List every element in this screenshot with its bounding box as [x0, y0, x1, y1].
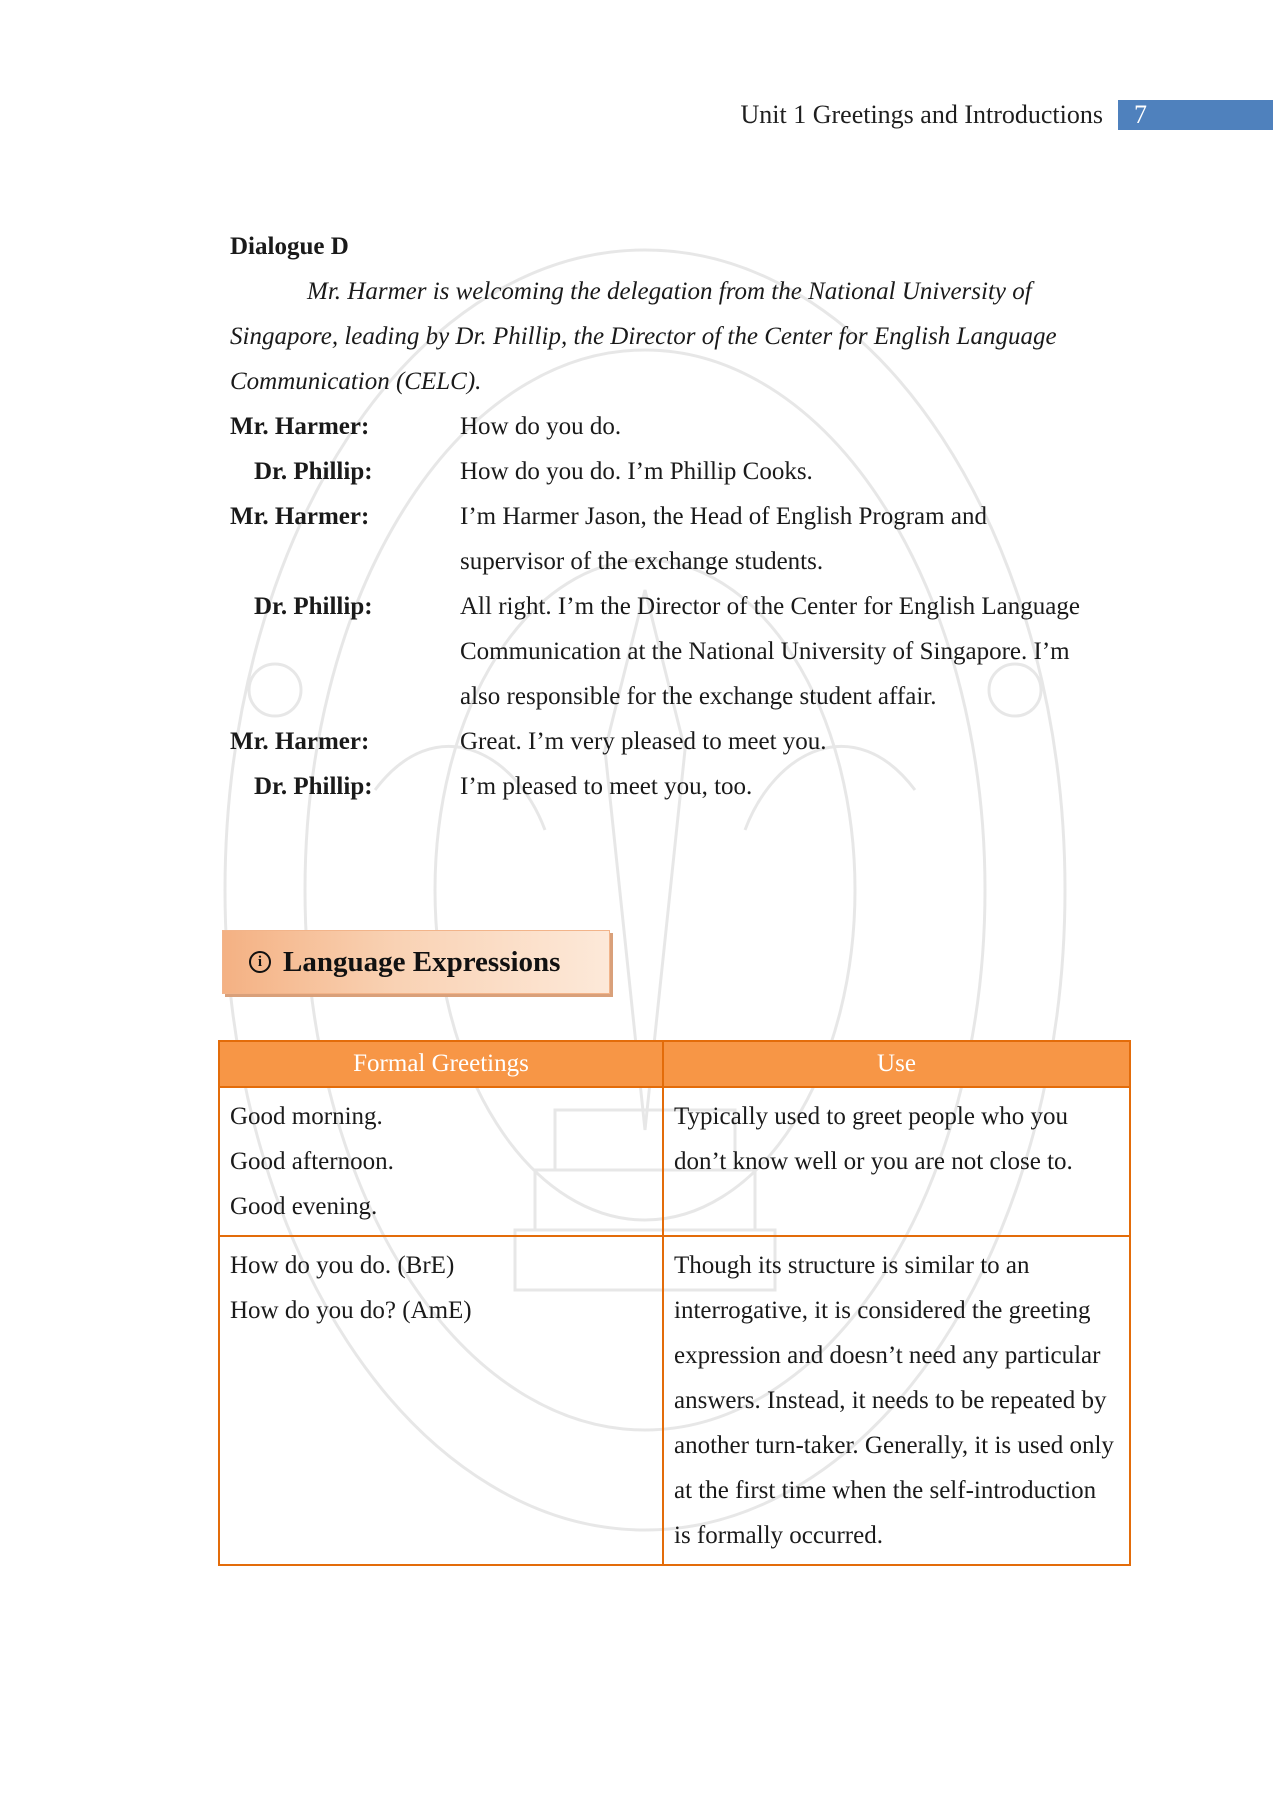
speaker-line: I’m Harmer Jason, the Head of English Program and supervisor of the exchange students.	[460, 503, 987, 575]
speaker-label: Dr. Phillip:	[254, 593, 373, 620]
table-row	[219, 1087, 1130, 1236]
speaker-line: Great. I’m very pleased to meet you.	[460, 728, 827, 755]
dialogue-turn	[230, 584, 1130, 719]
info-circle-icon: i	[249, 951, 271, 973]
dialogue-turn	[230, 719, 1130, 764]
dialogue-intro: Mr. Harmer is welcoming the delegation from the National University of Singapore, leading by Dr. Phillip, the Director of the Center for English Language Communication (CELC).	[230, 278, 1057, 395]
language-expressions-title: Language Expressions	[283, 945, 561, 978]
greeting-expression: Good afternoon.	[230, 1148, 394, 1175]
dialogue-section	[230, 224, 1130, 809]
table-header-row	[219, 1041, 1130, 1087]
page-number-badge	[1118, 100, 1273, 130]
speaker-line: I’m pleased to meet you, too.	[460, 773, 753, 800]
speaker-label: Dr. Phillip:	[254, 458, 373, 485]
formal-greetings-table	[218, 1040, 1131, 1566]
greeting-expressions-cell	[219, 1236, 663, 1565]
speaker-label: Mr. Harmer:	[230, 728, 370, 755]
usage-cell: Typically used to greet people who you don’t know well or you are not close to.	[663, 1087, 1130, 1236]
greeting-expressions-cell	[219, 1087, 663, 1236]
chapter-title: Unit 1 Greetings and Introductions	[740, 100, 1103, 129]
running-header	[0, 98, 1273, 132]
greeting-expression: Good evening.	[230, 1193, 378, 1220]
dialogue-title: Dialogue D	[230, 233, 349, 260]
language-expressions-heading	[222, 930, 610, 994]
greeting-expression: How do you do? (AmE)	[230, 1297, 472, 1324]
dialogue-turn	[230, 404, 1130, 449]
speaker-line: All right. I’m the Director of the Center for English Language Communication at the National University of Singapore. I’m also responsible for the exchange student affair.	[460, 593, 1080, 710]
speaker-label: Mr. Harmer:	[230, 413, 370, 440]
greeting-expression: How do you do. (BrE)	[230, 1252, 455, 1279]
dialogue-turn	[230, 449, 1130, 494]
column-header-use: Use	[663, 1041, 1130, 1087]
dialogue-turn	[230, 494, 1130, 584]
speaker-label: Mr. Harmer:	[230, 503, 370, 530]
speaker-label: Dr. Phillip:	[254, 773, 373, 800]
speaker-line: How do you do.	[460, 413, 622, 440]
dialogue-turn	[230, 764, 1130, 809]
greeting-expression: Good morning.	[230, 1103, 383, 1130]
dialogue-turns	[230, 404, 1130, 809]
speaker-line: How do you do. I’m Phillip Cooks.	[460, 458, 813, 485]
table-row	[219, 1236, 1130, 1565]
usage-cell: Though its structure is similar to an interrogative, it is considered the greeting expression and doesn’t need any particular answers. Instead, it needs to be repeated by another turn-taker. Generally, it is used only at the first time when the self-introduction is formally occurred.	[663, 1236, 1130, 1565]
page-number: 7	[1134, 100, 1147, 129]
column-header-formal-greetings: Formal Greetings	[219, 1041, 663, 1087]
